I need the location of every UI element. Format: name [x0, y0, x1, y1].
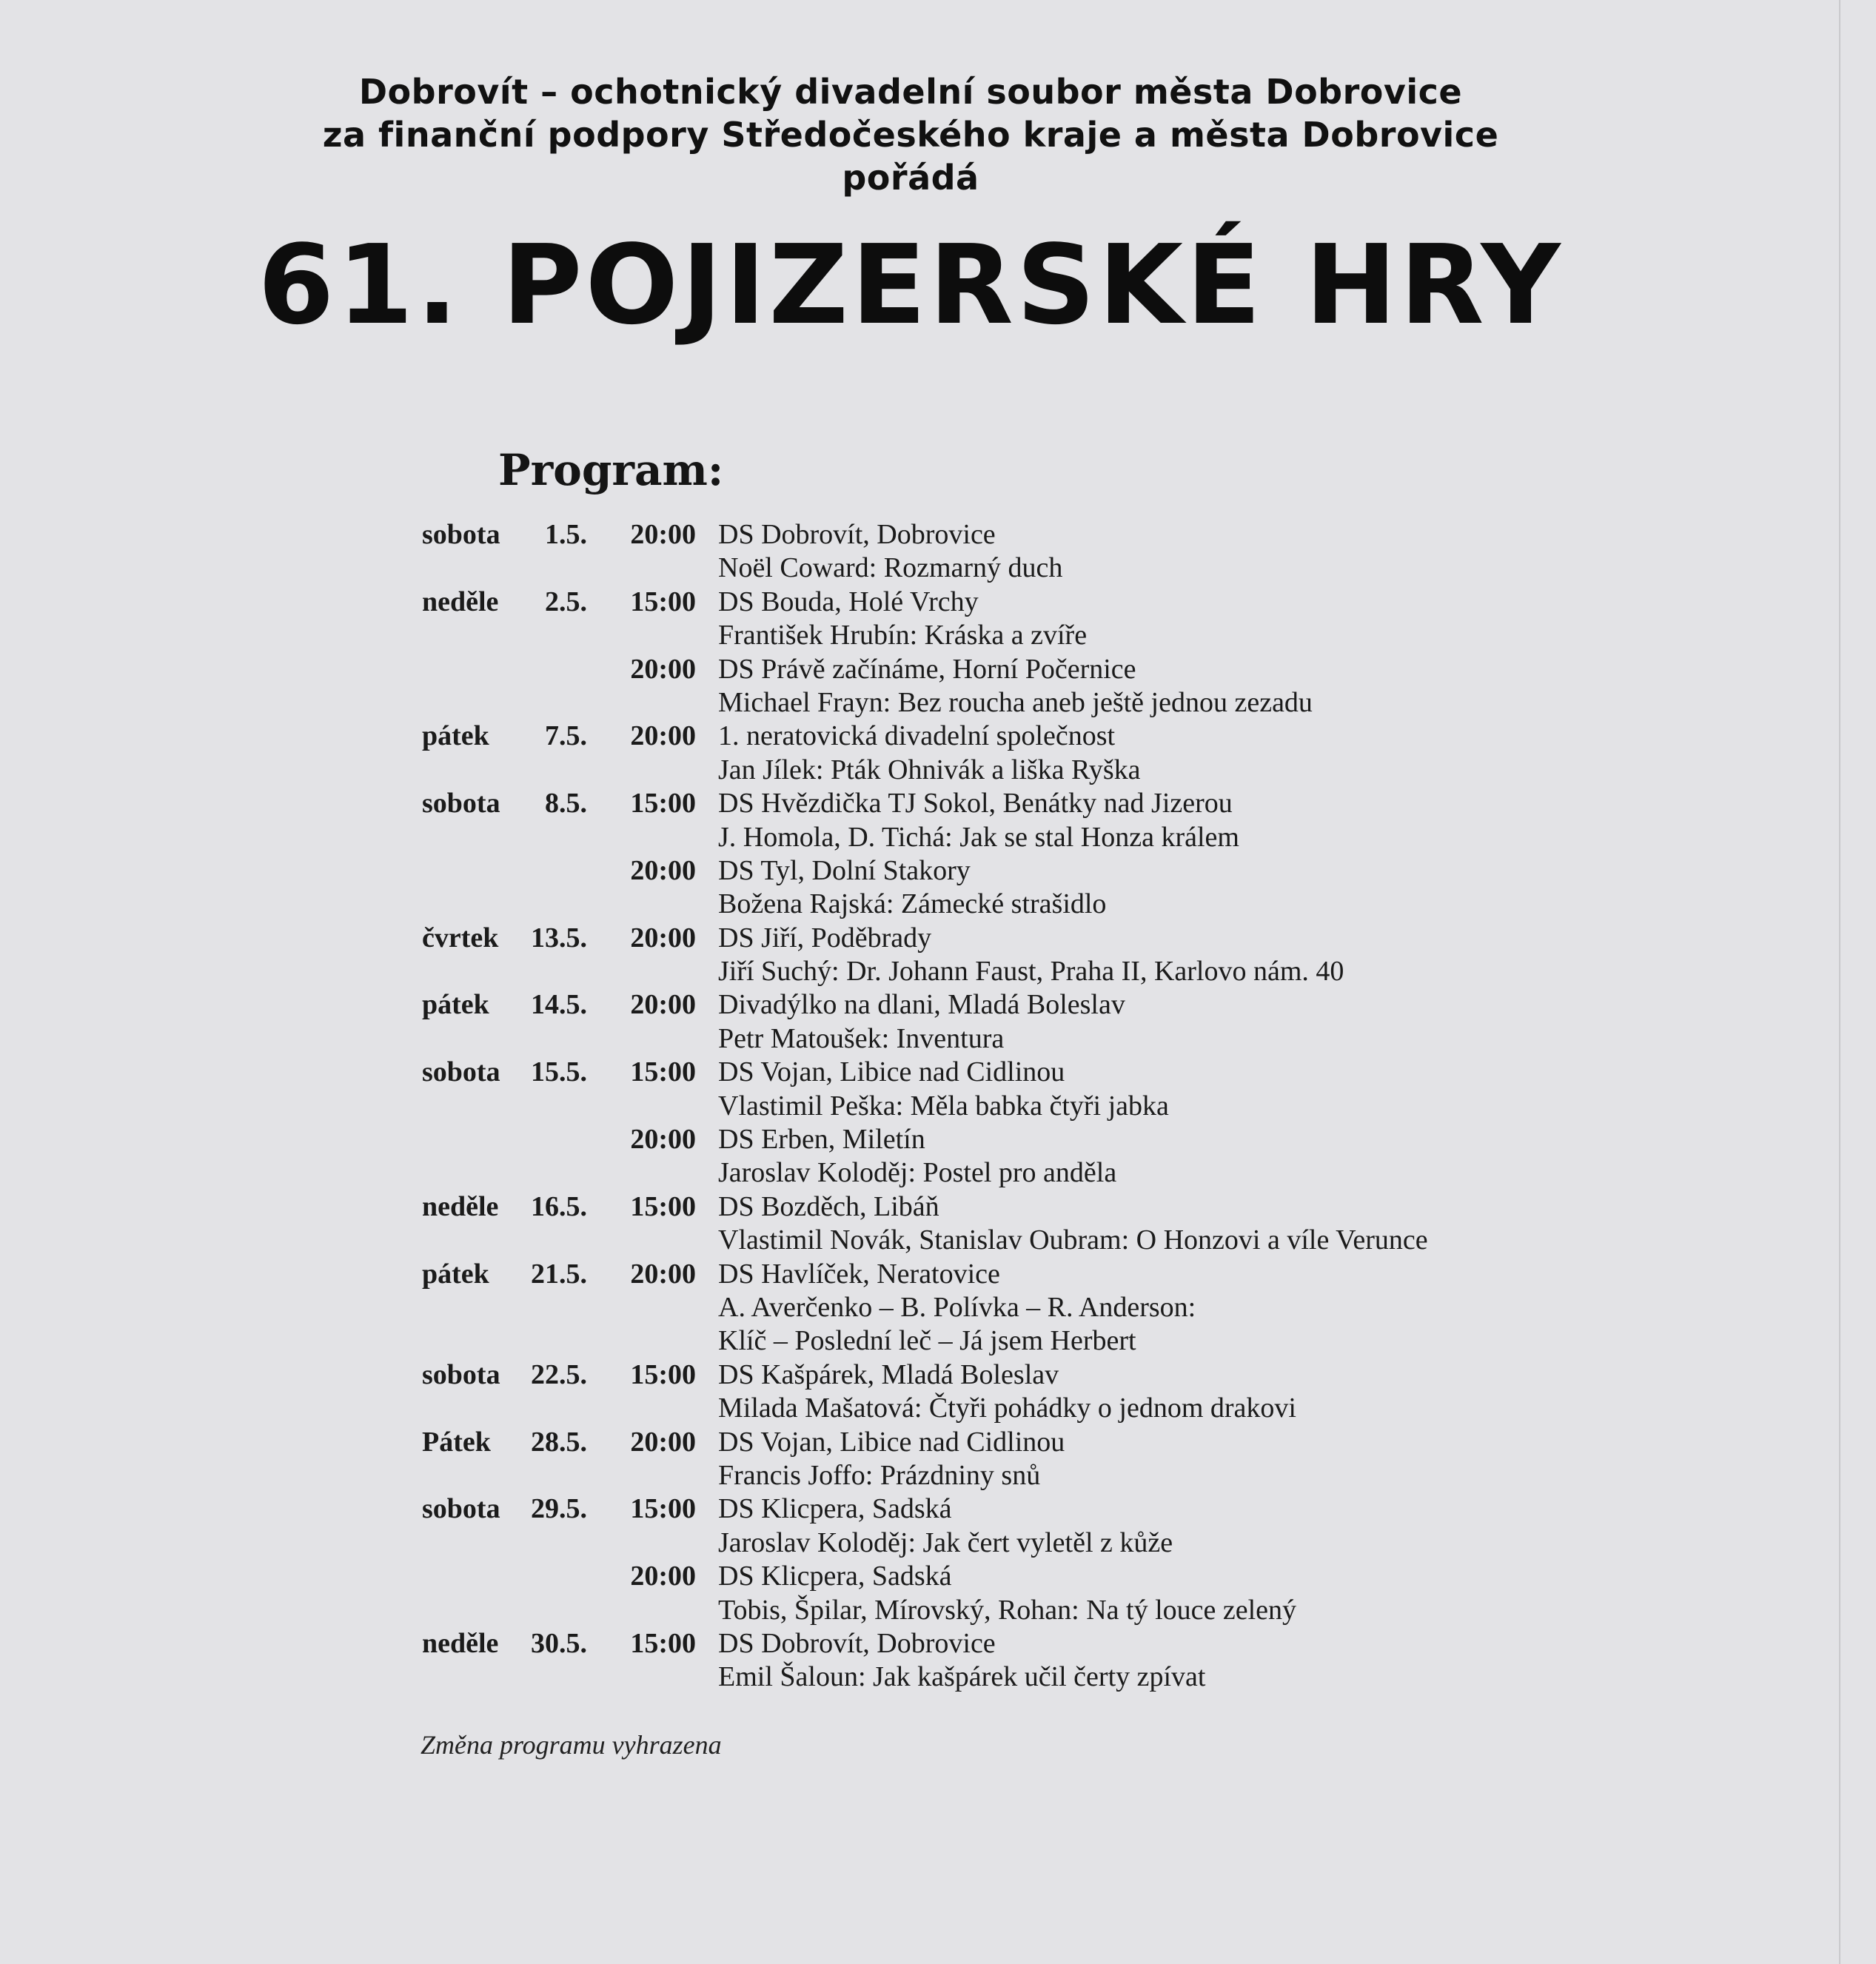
- schedule-text: 1. neratovická divadelní společnost: [718, 720, 1116, 752]
- schedule-text: Milada Mašatová: Čtyři pohádky o jednom drakovi: [718, 1392, 1296, 1424]
- schedule-text: Božena Rajská: Zámecké strašidlo: [718, 888, 1107, 920]
- schedule-text: Vlastimil Peška: Měla babka čtyři jabka: [718, 1090, 1169, 1122]
- schedule-row: [422, 1291, 1518, 1324]
- schedule-time: 20:00: [630, 989, 696, 1021]
- schedule-row: [422, 1190, 1518, 1224]
- schedule-date: [511, 1526, 587, 1560]
- schedule-date: [511, 1560, 587, 1593]
- program-heading: Program:: [498, 445, 724, 495]
- schedule-time: [587, 1324, 696, 1358]
- schedule-date: [511, 1224, 587, 1257]
- schedule-date: [511, 1324, 587, 1358]
- schedule-day: pátek: [422, 989, 489, 1021]
- schedule-text: Jan Jílek: Pták Ohnivák a liška Ryška: [718, 754, 1141, 785]
- schedule-day: [422, 955, 511, 988]
- schedule-text: Jaroslav Koloděj: Jak čert vyletěl z kůže: [718, 1526, 1173, 1558]
- schedule-date: [511, 1022, 587, 1056]
- schedule-text: DS Právě začínáme, Horní Počernice: [718, 653, 1136, 685]
- schedule-time: 20:00: [630, 1258, 696, 1290]
- schedule-text: DS Vojan, Libice nad Cidlinou: [718, 1426, 1065, 1458]
- schedule-date: [511, 1392, 587, 1425]
- schedule-row: [422, 653, 1518, 686]
- schedule-day: sobota: [422, 1056, 500, 1088]
- schedule-row: [422, 754, 1518, 787]
- schedule-row: [422, 1224, 1518, 1257]
- schedule-date: 22.5.: [531, 1358, 587, 1390]
- schedule-day: [422, 552, 511, 585]
- schedule-time: [587, 888, 696, 921]
- schedule-text: J. Homola, D. Tichá: Jak se stal Honza králem: [718, 821, 1239, 853]
- schedule-date: [511, 1459, 587, 1492]
- schedule-row: [422, 586, 1518, 619]
- schedule-date: [511, 1156, 587, 1190]
- schedule-time: [587, 686, 696, 720]
- schedule-day: neděle: [422, 586, 499, 617]
- schedule-time: [587, 1594, 696, 1627]
- schedule-date: 21.5.: [531, 1258, 587, 1290]
- header: [0, 70, 1821, 199]
- schedule-time: [587, 1526, 696, 1560]
- schedule-day: [422, 1594, 511, 1627]
- schedule-day: [422, 1022, 511, 1056]
- schedule-date: [511, 888, 587, 921]
- schedule-row: [422, 1560, 1518, 1593]
- schedule-time: 20:00: [630, 922, 696, 953]
- schedule-date: 29.5.: [531, 1493, 587, 1525]
- schedule-text: Noël Coward: Rozmarný duch: [718, 552, 1063, 584]
- schedule-text: DS Kašpárek, Mladá Boleslav: [718, 1358, 1059, 1390]
- schedule-day: sobota: [422, 788, 500, 820]
- schedule-row: [422, 552, 1518, 585]
- header-line-organizer: Dobrovít – ochotnický divadelní soubor města Dobrovice: [358, 72, 1463, 112]
- schedule-time: [587, 821, 696, 854]
- schedule-text: DS Dobrovít, Dobrovice: [718, 519, 996, 550]
- schedule-date: 30.5.: [531, 1627, 587, 1659]
- schedule-date: [511, 1090, 587, 1123]
- schedule-time: [587, 1392, 696, 1425]
- schedule-date: 14.5.: [531, 989, 587, 1021]
- schedule-date: 28.5.: [531, 1426, 587, 1458]
- schedule-day: sobota: [422, 519, 500, 550]
- schedule-row: [422, 1392, 1518, 1425]
- schedule-time: [587, 1291, 696, 1324]
- schedule-date: [511, 1123, 587, 1156]
- schedule-time: 15:00: [630, 788, 696, 820]
- schedule-date: [511, 686, 587, 720]
- schedule-time: [587, 1022, 696, 1056]
- schedule-row: [422, 1258, 1518, 1291]
- schedule-row: [422, 854, 1518, 888]
- schedule-row: [422, 1358, 1518, 1392]
- schedule-text: Jiří Suchý: Dr. Johann Faust, Praha II, Karlovo nám. 40: [718, 956, 1344, 988]
- schedule-time: [587, 552, 696, 585]
- schedule-row: [422, 1594, 1518, 1627]
- schedule-text: DS Jiří, Poděbrady: [718, 922, 932, 953]
- schedule-row: [422, 720, 1518, 753]
- schedule-day: pátek: [422, 1258, 489, 1290]
- schedule-row: [422, 1090, 1518, 1123]
- schedule-day: [422, 888, 511, 921]
- schedule-row: [422, 821, 1518, 854]
- schedule-time: [587, 1090, 696, 1123]
- schedule-date: [511, 1660, 587, 1694]
- schedule-row: [422, 988, 1518, 1022]
- schedule-text: Francis Joffo: Prázdniny snů: [718, 1459, 1041, 1491]
- schedule-date: 1.5.: [545, 519, 587, 550]
- schedule-row: [422, 888, 1518, 921]
- schedule-row: [422, 1123, 1518, 1156]
- schedule-day: [422, 619, 511, 652]
- schedule-day: [422, 1660, 511, 1694]
- schedule-row: [422, 1492, 1518, 1526]
- schedule-day: [422, 1560, 511, 1593]
- schedule-date: 7.5.: [545, 720, 587, 752]
- schedule-text: DS Vojan, Libice nad Cidlinou: [718, 1056, 1065, 1088]
- schedule-time: 20:00: [630, 720, 696, 752]
- schedule-time: [587, 1660, 696, 1694]
- schedule-text: DS Dobrovít, Dobrovice: [718, 1627, 996, 1659]
- program-change-note: Změna programu vyhrazena: [421, 1730, 722, 1760]
- schedule-day: [422, 754, 511, 787]
- schedule-row: [422, 1324, 1518, 1358]
- festival-title: 61. POJIZERSKÉ HRY: [258, 221, 1564, 349]
- schedule-time: 15:00: [630, 1056, 696, 1088]
- schedule-text: Petr Matoušek: Inventura: [718, 1022, 1005, 1054]
- schedule-date: [511, 821, 587, 854]
- schedule-row: [422, 518, 1518, 552]
- schedule-row: [422, 787, 1518, 820]
- schedule-date: [511, 1291, 587, 1324]
- schedule-date: [511, 854, 587, 888]
- schedule-day: sobota: [422, 1493, 500, 1525]
- schedule-text: Michael Frayn: Bez roucha aneb ještě jednou zezadu: [718, 686, 1313, 718]
- schedule-date: [511, 754, 587, 787]
- schedule-day: [422, 1526, 511, 1560]
- schedule-text: DS Bouda, Holé Vrchy: [718, 586, 979, 617]
- schedule-text: Jaroslav Koloděj: Postel pro anděla: [718, 1157, 1117, 1189]
- schedule-row: [422, 922, 1518, 955]
- header-line-support: za finanční podpory Středočeského kraje a města Dobrovice: [322, 115, 1499, 155]
- schedule-row: [422, 955, 1518, 988]
- schedule-day: Pátek: [422, 1426, 491, 1458]
- schedule-time: 15:00: [630, 1190, 696, 1222]
- schedule-row: [422, 1156, 1518, 1190]
- schedule-day: [422, 821, 511, 854]
- schedule-day: neděle: [422, 1627, 499, 1659]
- schedule-text: DS Klicpera, Sadská: [718, 1561, 952, 1592]
- schedule-time: 20:00: [630, 653, 696, 685]
- schedule-time: 20:00: [630, 519, 696, 550]
- schedule-row: [422, 1526, 1518, 1560]
- schedule-time: 15:00: [630, 1493, 696, 1525]
- schedule-time: 15:00: [630, 1358, 696, 1390]
- schedule-text: DS Hvězdička TJ Sokol, Benátky nad Jizerou: [718, 788, 1233, 820]
- schedule-time: 20:00: [630, 1561, 696, 1592]
- schedule-row: [422, 1660, 1518, 1694]
- page-edge-line: [1839, 0, 1840, 1964]
- schedule-text: DS Bozděch, Libáň: [718, 1190, 939, 1222]
- schedule-text: DS Havlíček, Neratovice: [718, 1258, 1000, 1290]
- schedule-day: [422, 1324, 511, 1358]
- schedule-text: A. Averčenko – B. Polívka – R. Anderson:: [718, 1291, 1196, 1323]
- schedule-day: [422, 1224, 511, 1257]
- schedule-day: neděle: [422, 1190, 499, 1222]
- schedule-day: sobota: [422, 1358, 500, 1390]
- schedule-date: 8.5.: [545, 788, 587, 820]
- program-schedule: [422, 518, 1518, 1695]
- schedule-row: [422, 1459, 1518, 1492]
- schedule-day: [422, 1392, 511, 1425]
- schedule-time: [587, 754, 696, 787]
- schedule-time: [587, 619, 696, 652]
- schedule-day: [422, 1090, 511, 1123]
- schedule-day: [422, 1459, 511, 1492]
- schedule-day: [422, 1156, 511, 1190]
- schedule-date: [511, 1594, 587, 1627]
- schedule-text: Divadýlko na dlani, Mladá Boleslav: [718, 989, 1125, 1021]
- schedule-date: [511, 955, 587, 988]
- schedule-time: 20:00: [630, 854, 696, 886]
- schedule-day: [422, 653, 511, 686]
- schedule-date: [511, 653, 587, 686]
- schedule-row: [422, 619, 1518, 652]
- schedule-time: 20:00: [630, 1124, 696, 1156]
- schedule-text: Vlastimil Novák, Stanislav Oubram: O Honzovi a víle Verunce: [718, 1224, 1428, 1256]
- schedule-time: 15:00: [630, 586, 696, 617]
- schedule-date: 13.5.: [531, 922, 587, 953]
- schedule-time: [587, 1224, 696, 1257]
- schedule-time: 20:00: [630, 1426, 696, 1458]
- schedule-day: [422, 686, 511, 720]
- schedule-day: [422, 1123, 511, 1156]
- schedule-date: 15.5.: [531, 1056, 587, 1088]
- schedule-day: čvrtek: [422, 922, 499, 953]
- schedule-date: 16.5.: [531, 1190, 587, 1222]
- schedule-day: pátek: [422, 720, 489, 752]
- schedule-row: [422, 1056, 1518, 1089]
- schedule-text: František Hrubín: Kráska a zvíře: [718, 620, 1088, 651]
- schedule-row: [422, 686, 1518, 720]
- schedule-text: Klíč – Poslední leč – Já jsem Herbert: [718, 1325, 1136, 1357]
- schedule-text: DS Klicpera, Sadská: [718, 1493, 952, 1525]
- schedule-date: [511, 619, 587, 652]
- schedule-row: [422, 1426, 1518, 1459]
- schedule-day: [422, 854, 511, 888]
- schedule-time: [587, 1459, 696, 1492]
- schedule-text: Emil Šaloun: Jak kašpárek učil čerty zpívat: [718, 1661, 1206, 1693]
- schedule-row: [422, 1627, 1518, 1660]
- schedule-row: [422, 1022, 1518, 1056]
- schedule-time: [587, 1156, 696, 1190]
- schedule-date: [511, 552, 587, 585]
- schedule-day: [422, 1291, 511, 1324]
- schedule-date: 2.5.: [545, 586, 587, 617]
- schedule-text: DS Tyl, Dolní Stakory: [718, 854, 971, 886]
- schedule-text: Tobis, Špilar, Mírovský, Rohan: Na tý louce zelený: [718, 1594, 1297, 1626]
- schedule-time: 15:00: [630, 1627, 696, 1659]
- schedule-text: DS Erben, Miletín: [718, 1124, 925, 1156]
- schedule-time: [587, 955, 696, 988]
- header-line-presents: pořádá: [842, 158, 979, 198]
